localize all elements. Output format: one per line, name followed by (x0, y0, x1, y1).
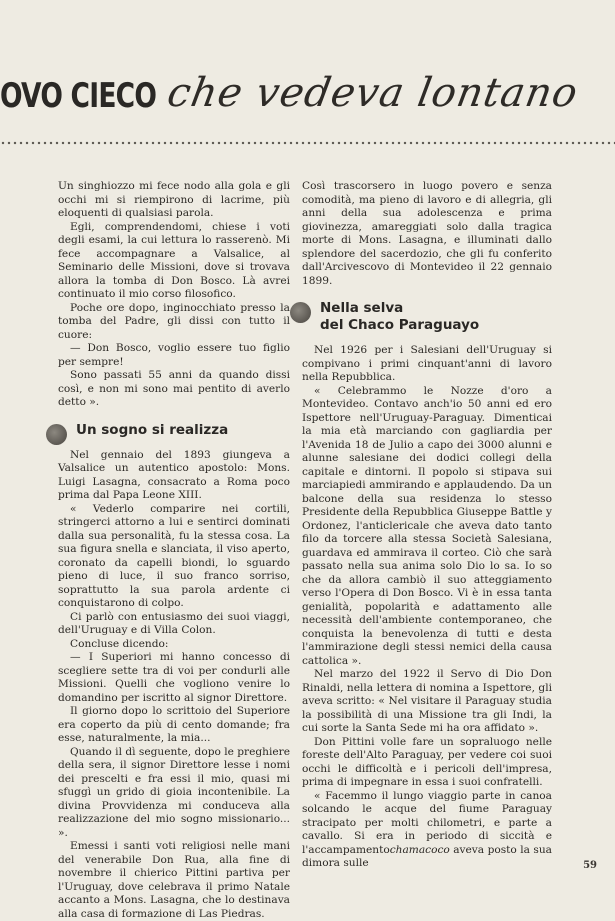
paragraph: Nel gennaio del 1893 giungeva a Valsalice un autentico apostolo: Mons. Luigi Lasagna, consacrato a Roma poco prima dal Papa Leone XIII. (58, 448, 290, 501)
title-script-part: che vedeva lontano (163, 70, 582, 116)
article-title (0, 70, 615, 140)
paragraph: — I Superiori mi hanno concesso di scegliere sette tra di voi per condurli alle Missioni. Quelli che vogliono venire lo domandino per iscritto al signor Direttore. (58, 651, 290, 704)
paragraph: Quando il dì seguente, dopo le preghiere della sera, il signor Direttore lesse i nomi dei prescelti e fra essi il mio, quasi mi sfuggì un grido di gioia incontenibile. La divina Provvidenza mi conduceva alla realizzazione del mio sogno missionario... ». (58, 745, 290, 839)
title-bold-part: OVO CIECO (0, 76, 157, 116)
paragraph: Un singhiozzo mi fece nodo alla gola e gli occhi mi si riempirono di lacrime, più eloquenti di qualsiasi parola. (58, 180, 290, 219)
paragraph: Ci parlò con entusiasmo dei suoi viaggi, dell'Uruguay e di Villa Colon. (58, 610, 290, 636)
bullet-icon (290, 302, 311, 323)
paragraph: Nel marzo del 1922 il Servo di Dio Don Rinaldi, nella lettera di nomina a Ispettore, gli aveva scritto: « Nel visitare il Paraguay studia la possibilità di una Missione tra gli Indi, la cui sorte la Santa Sede mi ha ora affidato ». (302, 668, 552, 734)
paragraph: Don Pittini volle fare un sopraluogo nelle foreste dell'Alto Paraguay, per vedere coi suoi occhi le difficoltà e i pericoli dell'impresa, prima di impegnare in essa i suoi confratelli. (302, 735, 552, 788)
paragraph: Egli, comprendendomi, chiese i voti degli esami, la cui lettura lo rasserenò. Mi fece accompagnare a Valsalice, al Seminario delle Missioni, dove si trovava allora la tomba di Don Bosco. Là avrei continuato il mio corso filosofico. (58, 220, 290, 300)
section-heading-sogno: Un sogno si realizza (58, 422, 290, 439)
page-number: 59 (583, 860, 597, 871)
paragraph: Concluse dicendo: (70, 637, 169, 650)
paragraph: Così trascorsero in luogo povero e senza comodità, ma pieno di lavoro e di allegria, gli anni della sua adolescenza e prima giovinezza, amareggiati solo dalla tragica morte di Mons. Lasagna, e illuminati dallo splendore del sacerdozio, che gli fu conferito dall'Arcivescovo di Montevideo il 22 gennaio 1899. (302, 180, 552, 287)
right-column (302, 180, 552, 871)
paragraph: Il giorno dopo lo scrittoio del Superiore era coperto da più di cento domande; fra esse, naturalmente, la mia... (58, 705, 290, 744)
dotted-divider (0, 140, 615, 146)
paragraph: Sono passati 55 anni da quando dissi così, e non mi sono mai pentito di averlo detto ». (58, 369, 290, 408)
paragraph: Nel 1926 per i Salesiani dell'Uruguay si compivano i primi cinquant'anni di lavoro nella Repubblica. (302, 344, 552, 383)
section-heading-selva: Nella selva del Chaco Paraguayo (302, 300, 552, 334)
italic-word: chamacoco (389, 843, 450, 856)
left-column (58, 180, 290, 921)
paragraph: Poche ore dopo, inginocchiato presso la tomba del Padre, gli dissi con tutto il cuore: (58, 301, 290, 341)
paragraph: Emessi i santi voti religiosi nelle mani del venerabile Don Rua, alla fine di novembre il chierico Pittini partiva per l'Uruguay, dove celebrava il primo Natale accanto a Mons. Lasagna, che lo destinava alla casa di formazione di Las Piedras. (58, 840, 290, 920)
paragraph: « Facemmo il lungo viaggio parte in canoa solcando le acque del fiume Paraguay stracipato per molti chilometri, e parte a cavallo. Si era in periodo di siccità e l'accampamentochamacoco aveva posto la sua dimora sulle (302, 789, 552, 869)
paragraph: « Celebrammo le Nozze d'oro a Montevideo. Contavo anch'io 50 anni ed ero Ispettore nell'Uruguay-Paraguay. Dimenticai la mia età marciando con gagliardia per l'Avenida 18 de Julio a capo dei 3000 alunni e alunne salesiane dei dodici collegi della capitale e dintorni. Il popolo si stipava sui marciapiedi ammirando e applaudendo. Da un balcone della sua residenza lo stesso Presidente della Repubblica Giuseppe Battle y Ordonez, l'anticlericale che aveva dato tanto filo da torcere alla stessa Società Salesiana, guardava ed ammirava il corteo. Ciò che sarà passato nella sua anima solo Dio lo sa. Io so che da allora cambiò il suo atteggiamento verso l'Opera di Don Bosco. Vi è in essa tanta genialità, popolarità e adattamento alle necessità dell'ambiente contemporaneo, che conquista la benevolenza di tutti e desta l'ammirazione degli stessi nemici della causa cattolica ». (302, 384, 552, 667)
bullet-icon (46, 424, 67, 445)
paragraph: « Vederlo comparire nei cortili, stringerci attorno a lui e sentirci dominati dalla sua personalità, fu la stessa cosa. La sua figura snella e slanciata, il viso aperto, coronato da capelli biondi, lo sguardo pieno di luce, il suo franco sorriso, soprattutto la sua parola ardente ci conquistarono di colpo. (58, 502, 290, 609)
paragraph: — Don Bosco, voglio essere tuo figlio per sempre! (58, 342, 290, 368)
